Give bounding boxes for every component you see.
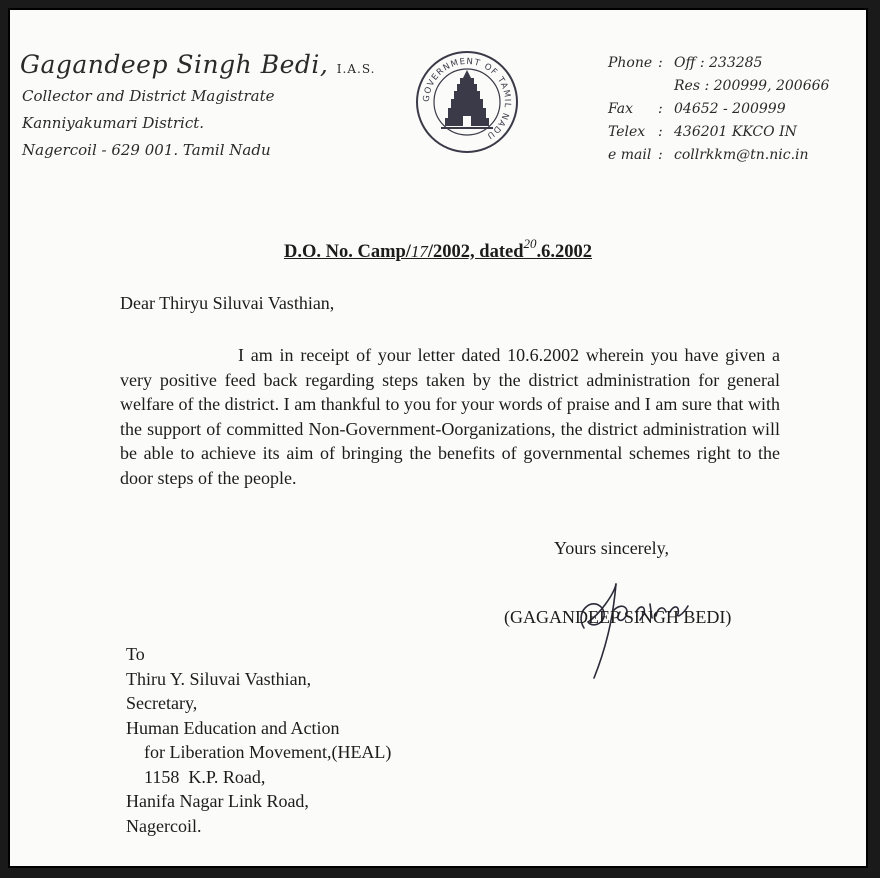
- contact-label: Fax: [608, 101, 634, 117]
- location-line: Nagercoil - 629 001. Tamil Nadu: [22, 141, 271, 159]
- contact-label: [608, 75, 658, 98]
- contact-value: Off : 233285: [674, 55, 763, 71]
- reference-prefix: D.O. No. Camp/: [283, 242, 411, 262]
- address-line: 1158 K.P. Road,: [126, 766, 266, 787]
- contact-label: e mail: [608, 147, 652, 163]
- contact-row: [608, 98, 829, 121]
- contact-row: [608, 75, 829, 98]
- reference-date-tail: .6.2002: [536, 242, 593, 262]
- contact-separator: :: [658, 101, 663, 117]
- district-line: Kanniyakumari District.: [22, 114, 205, 132]
- recipient-address: [126, 642, 391, 838]
- reference-number-handwritten: 17: [410, 242, 428, 261]
- contact-value: collrkkm@tn.nic.in: [674, 147, 809, 163]
- address-line: To: [126, 644, 145, 664]
- contact-value: 04652 - 200999: [674, 101, 786, 117]
- reference-line: [10, 236, 866, 263]
- address-line: Human Education and Action: [126, 717, 340, 738]
- contact-label: Phone: [608, 55, 653, 71]
- contact-value: Res : 200999, 200666: [674, 78, 830, 94]
- reference-day-handwritten: 20: [523, 236, 537, 251]
- contact-separator: :: [658, 124, 663, 140]
- contact-label: Telex: [608, 124, 646, 140]
- contact-block: [608, 52, 829, 167]
- government-seal-emblem: [415, 50, 519, 154]
- contact-row: [608, 144, 829, 167]
- seal-text: GOVERNMENT OF TAMIL NADU: [421, 56, 513, 141]
- signatory-name: (GAGANDEEP SINGH BEDI): [504, 607, 732, 627]
- contact-row: [608, 121, 829, 144]
- address-line: Hanifa Nagar Link Road,: [126, 791, 309, 811]
- contact-separator: :: [658, 55, 663, 71]
- officer-name-text: Gagandeep Singh Bedi,: [20, 50, 329, 79]
- contact-separator: :: [658, 147, 663, 163]
- letter-page: [8, 8, 868, 868]
- address-line: for Liberation Movement,(HEAL): [126, 742, 392, 762]
- closing: Yours sincerely,: [554, 538, 669, 558]
- address-line: Thiru Y. Siluvai Vasthian,: [126, 668, 312, 689]
- letter-body: [120, 343, 780, 490]
- designation-line: Collector and District Magistrate: [22, 87, 275, 105]
- officer-name: [20, 50, 375, 79]
- contact-row: [608, 52, 829, 75]
- address-line: Nagercoil.: [126, 815, 202, 836]
- letter-body-text: I am in receipt of your letter dated 10.6.2002 wherein you have given a very positive feed back regarding steps taken by the district administration for general welfare of the district. I am thankful to you for your words of praise and I am sure that with the support of committed Non-Government-Oorganizations, the district administration will be able to achieve its aim of bringing the benefits of governmental schemes right to the door steps of the people.: [120, 345, 780, 488]
- reference-suffix: /2002, dated: [427, 242, 524, 262]
- address-line: Secretary,: [126, 693, 198, 713]
- officer-title-suffix: I.A.S.: [336, 62, 376, 76]
- salutation: Dear Thiryu Siluvai Vasthian,: [120, 293, 335, 313]
- contact-value: 436201 KKCO IN: [674, 124, 797, 140]
- contact-separator: [658, 75, 674, 98]
